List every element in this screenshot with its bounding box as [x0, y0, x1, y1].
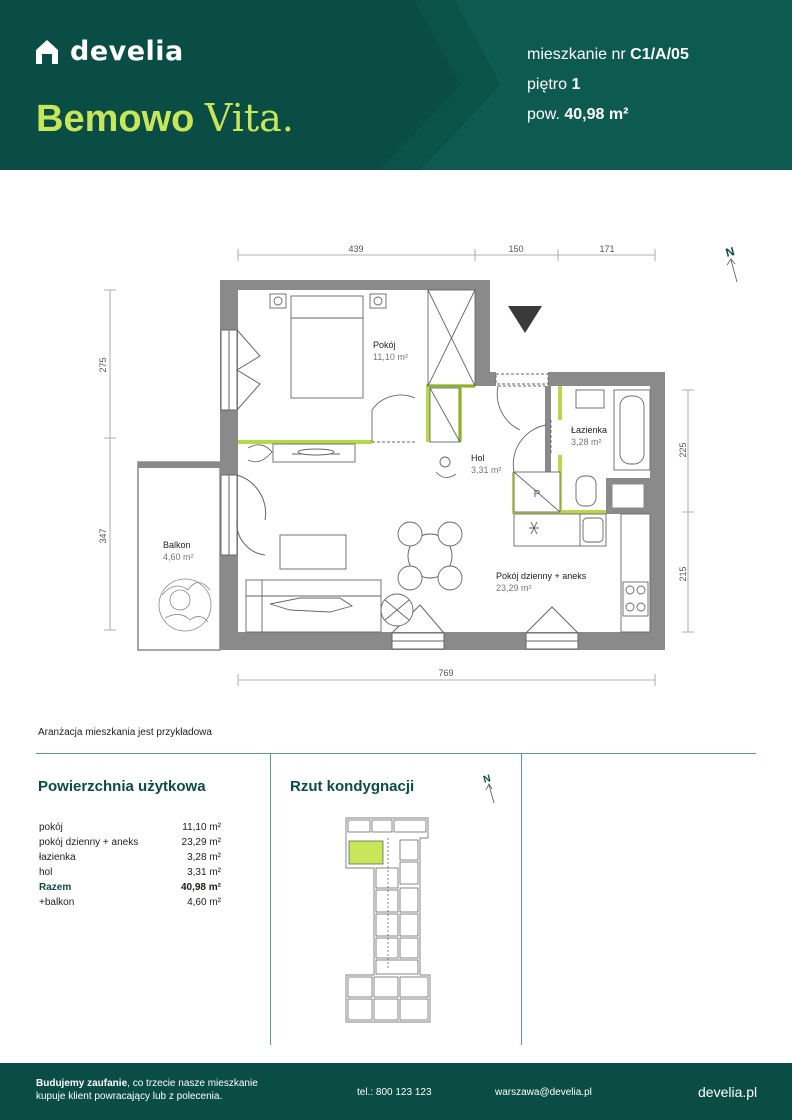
usable-area-title: Powierzchnia użytkowa: [38, 778, 206, 795]
area-row-value: 3,31 m²: [187, 867, 221, 878]
flat-number: C1/A/05: [630, 46, 689, 63]
room-area-lazienka: 3,28 m²: [571, 437, 602, 447]
room-area-balkon: 4,60 m²: [163, 552, 194, 562]
footer-phone[interactable]: tel.: 800 123 123: [357, 1087, 432, 1098]
tagline-bold: Budujemy zaufanie: [36, 1078, 128, 1089]
area-row-label: pokój dzienny + aneks: [39, 837, 139, 848]
dim-top-2: 150: [508, 244, 524, 254]
area-row-value: 23,29 m²: [181, 837, 221, 848]
fixture-label-p: P: [533, 489, 541, 500]
highlighted-unit: [349, 841, 383, 864]
building-north-arrow-icon: [482, 773, 494, 803]
flat-label: mieszkanie nr: [527, 46, 626, 63]
room-name-pokoj: Pokój: [373, 340, 396, 350]
north-label: N: [724, 244, 736, 260]
logo-wordmark: develia: [70, 36, 184, 67]
room-name-lazienka: Łazienka: [571, 425, 608, 435]
floor-number: 1: [571, 76, 581, 93]
floor-plan-title: Rzut kondygnacji: [290, 778, 415, 795]
footer-email[interactable]: warszawa@develia.pl: [495, 1087, 592, 1098]
area-label: pow.: [527, 106, 560, 123]
project-name-word1: Bemowo: [36, 98, 195, 140]
dim-bottom: 769: [438, 668, 454, 678]
footer-tagline: [36, 1077, 258, 1103]
area-row-value: 40,98 m²: [180, 882, 221, 893]
room-area-pokoj: 11,10 m²: [373, 352, 408, 362]
area-row-label: hol: [39, 867, 53, 878]
area-row-value: 11,10 m²: [182, 822, 221, 833]
dim-left-2: 347: [98, 528, 108, 544]
area-row-value: 4,60 m²: [187, 897, 221, 908]
dim-left-1: 275: [98, 357, 108, 373]
building-north-label: N: [482, 773, 493, 786]
area-row-label: +balkon: [39, 897, 75, 908]
project-name-word2: Vita.: [204, 96, 294, 140]
dim-top-1: 439: [348, 244, 364, 254]
area-row-label: łazienka: [39, 852, 76, 863]
tagline-line2: kupuje klient powracający lub z polecenia.: [36, 1091, 223, 1102]
dim-top-3: 171: [599, 244, 615, 254]
footer-website[interactable]: develia.pl: [698, 1084, 758, 1100]
area-row-label: pokój: [39, 822, 63, 833]
room-name-hol: Hol: [471, 453, 485, 463]
room-name-balkon: Balkon: [163, 540, 191, 550]
floor-label: piętro: [527, 76, 568, 93]
area-value: 40,98 m²: [564, 106, 629, 123]
area-row-value: 3,28 m²: [187, 852, 221, 863]
tagline-rest: , co trzecie nasze mieszkanie: [127, 1078, 258, 1089]
footer: [0, 1063, 792, 1120]
room-area-living: 23,29 m²: [496, 583, 532, 593]
arrangement-note: Aranżacja mieszkania jest przykładowa: [38, 727, 212, 738]
dim-right-1: 225: [678, 442, 688, 458]
room-area-hol: 3,31 m²: [471, 465, 502, 475]
dim-right-2: 215: [678, 566, 688, 582]
room-name-living: Pokój dzienny + aneks: [496, 571, 587, 581]
area-row-label: Razem: [39, 882, 72, 893]
